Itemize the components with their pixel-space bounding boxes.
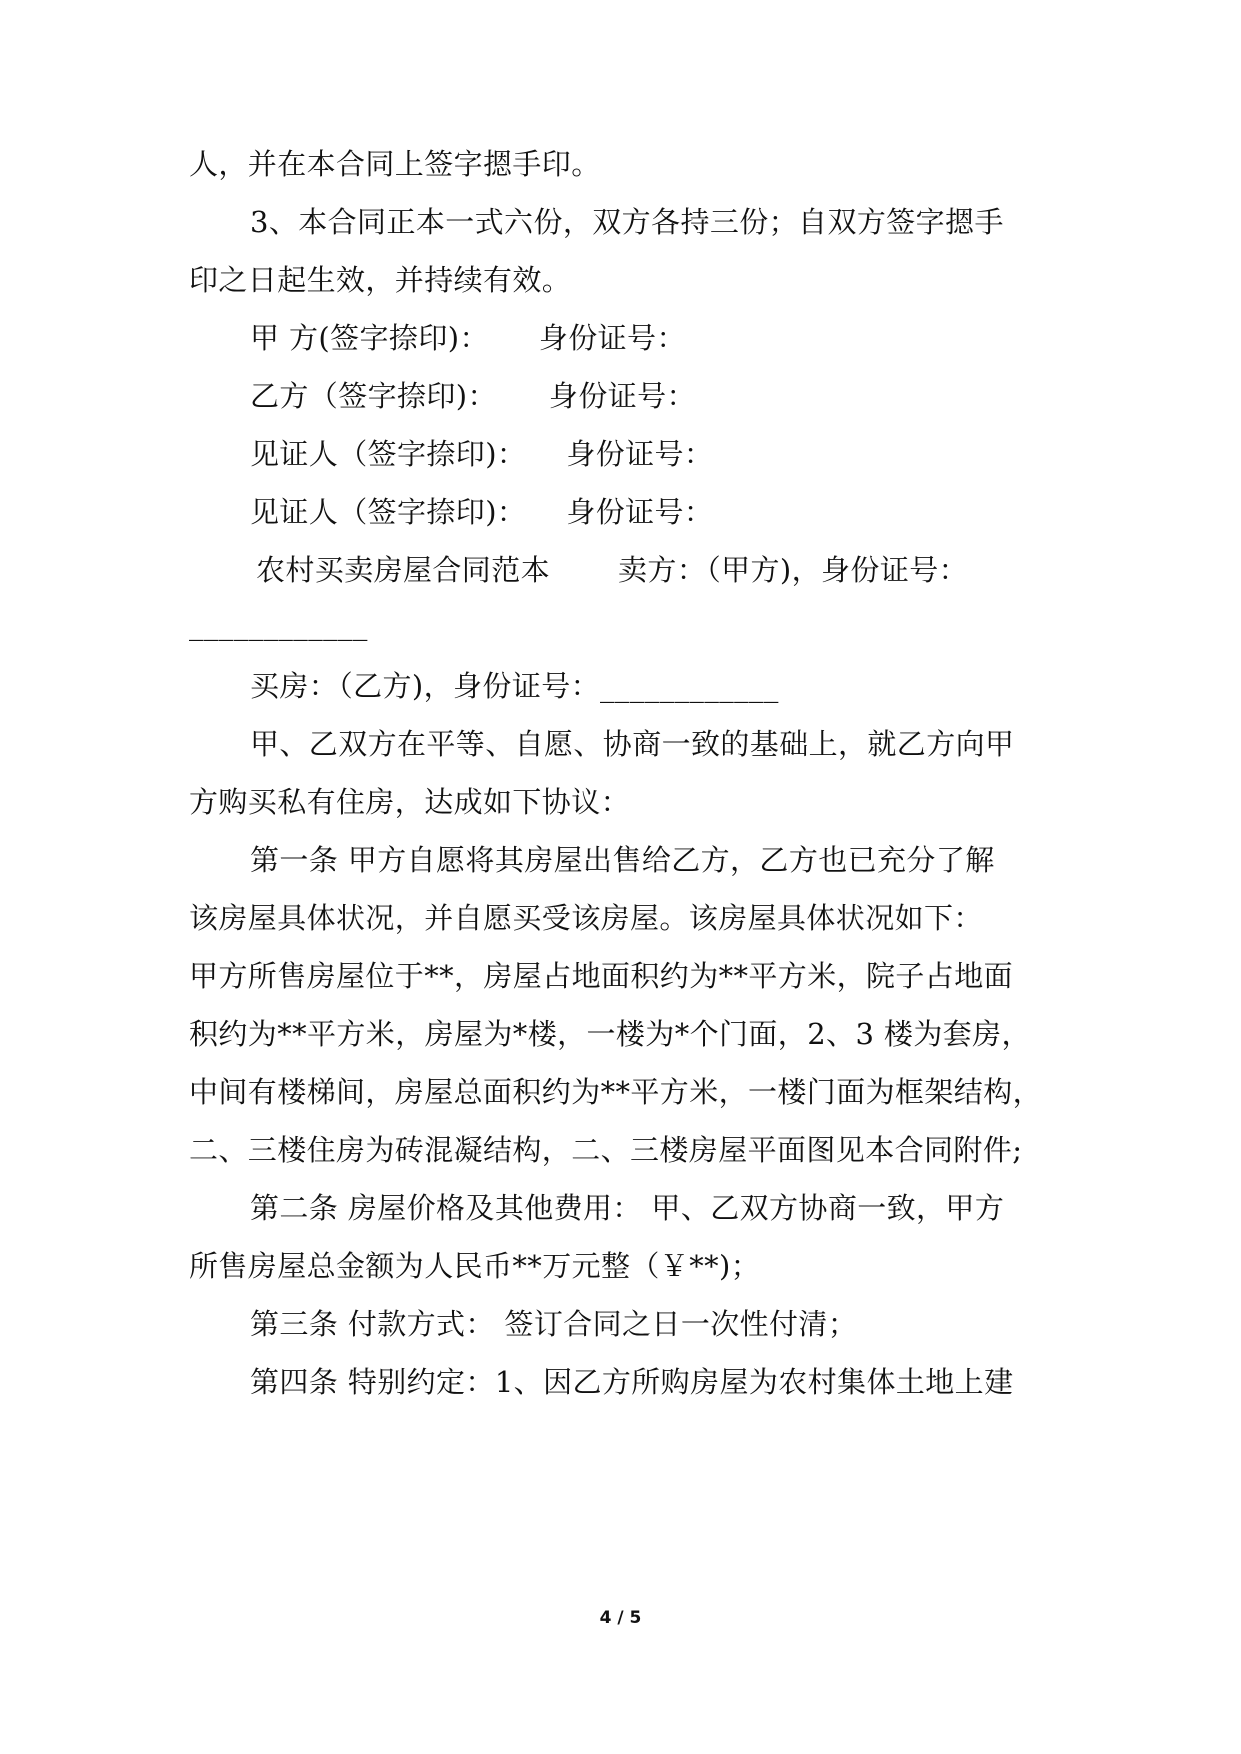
signature-label: 甲 方(签字捺印)： — [250, 321, 489, 355]
id-number-label: 身份证号： — [566, 495, 714, 529]
paragraph-line: 中间有楼梯间，房屋总面积约为**平方米，一楼门面为框架结构， — [189, 1075, 1043, 1109]
paragraph-line: 第一条 甲方自愿将其房屋出售给乙方，乙方也已充分了解 — [250, 843, 995, 877]
paragraph-line: 甲方所售房屋位于**，房屋占地面积约为**平方米，院子占地面 — [189, 959, 1014, 993]
buyer-line: 买房：（乙方)，身份证号：____________ — [250, 669, 779, 703]
paragraph-line: 甲、乙双方在平等、自愿、协商一致的基础上，就乙方向甲 — [250, 727, 1015, 761]
id-number-label: 身份证号： — [548, 379, 696, 413]
id-number-label: 身份证号： — [566, 437, 714, 471]
signature-line — [250, 320, 686, 356]
paragraph-line: 第四条 特别约定：1、因乙方所购房屋为农村集体土地上建 — [250, 1365, 1014, 1399]
signature-line — [250, 436, 713, 472]
contract-title: 农村买卖房屋合同范本 — [256, 553, 551, 587]
signature-label: 见证人（签字捺印)： — [250, 437, 527, 471]
paragraph-line: 方购买私有住房，达成如下协议： — [189, 785, 631, 819]
paragraph-line: 二、三楼住房为砖混凝结构，二、三楼房屋平面图见本合同附件; — [189, 1133, 1023, 1167]
contract-title-line — [256, 552, 968, 588]
text-line: 印之日起生效，并持续有效。 — [189, 263, 572, 297]
signature-line — [250, 494, 713, 530]
seller-line: 卖方：（甲方)，身份证号： — [618, 553, 969, 587]
signature-line — [250, 378, 696, 414]
paragraph-line: 第二条 房屋价格及其他费用： 甲、乙双方协商一致，甲方 — [250, 1191, 1005, 1225]
page-number: 4 / 5 — [599, 1608, 642, 1628]
text-line: 3、本合同正本一式六份，双方各持三份；自双方签字摁手 — [250, 205, 1004, 239]
id-number-label: 身份证号： — [538, 321, 686, 355]
text-line: 人，并在本合同上签字摁手印。 — [189, 147, 601, 181]
paragraph-line: 该房屋具体状况，并自愿买受该房屋。该房屋具体状况如下： — [189, 901, 983, 935]
signature-label: 乙方（签字捺印)： — [250, 379, 497, 413]
paragraph-line: 所售房屋总金额为人民币**万元整（￥**)； — [189, 1249, 761, 1283]
signature-label: 见证人（签字捺印)： — [250, 495, 527, 529]
paragraph-line: 第三条 付款方式： 签订合同之日一次性付清； — [250, 1307, 858, 1341]
seller-id-blank: ____________ — [189, 607, 368, 641]
paragraph-line: 积约为**平方米，房屋为*楼，一楼为*个门面，2、3 楼为套房， — [189, 1017, 1031, 1051]
